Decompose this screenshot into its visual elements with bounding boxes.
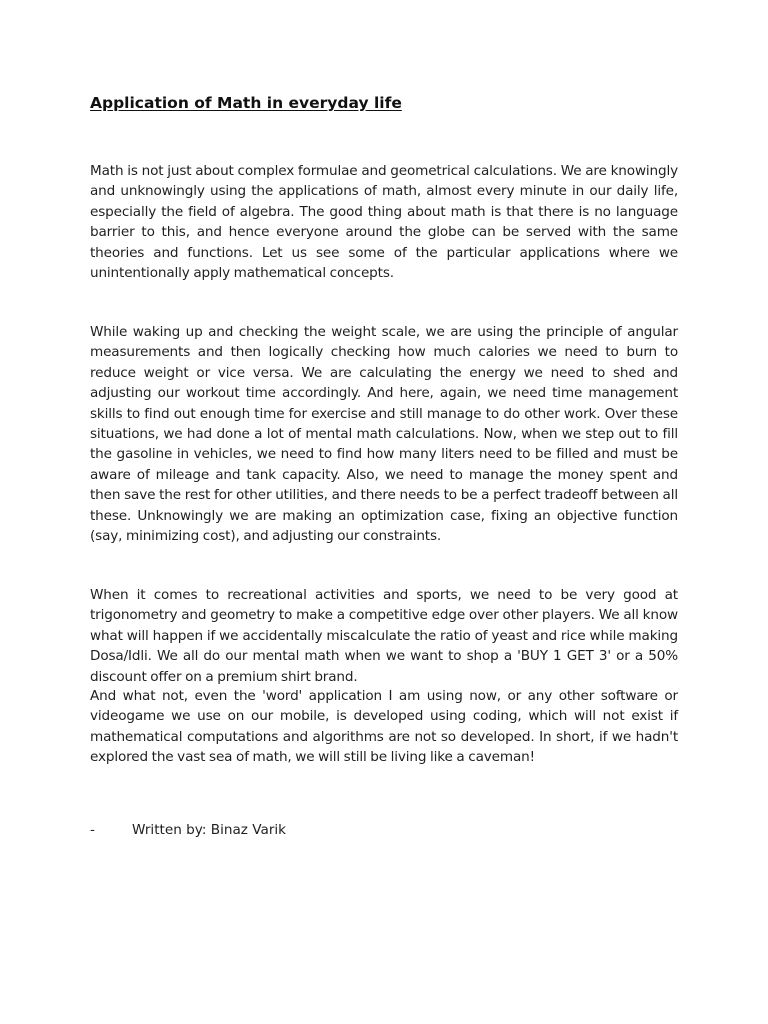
paragraph-intro: Math is not just about complex formulae and geometrical calculations. We are knowingly and unknowingly using the applications of math, almost every minute in our daily life, especially the field of algebra. The good thing about math is that there is no language barrier to this, and hence everyone around the globe can be served with the same theories and functions. Let us see some of the particular applications where we unintentionally apply mathematical concepts. — [90, 163, 678, 282]
byline-dash: - — [90, 822, 95, 838]
document-title: Application of Math in everyday life — [90, 94, 402, 112]
paragraph-recreation: When it comes to recreational activities and sports, we need to be very good at trigonometry and geometry to make a competitive edge over other players. We all know what will happen if we accidentally miscalculate the ratio of yeast and rice while making Dosa/Idli. We all do our mental math when we want to shop a 'BUY 1 GET 3' or a 50% discount offer on a premium shirt brand. — [90, 587, 678, 685]
byline-author: Written by: Binaz Varik — [132, 822, 287, 838]
paragraph-software: And what not, even the 'word' application I am using now, or any other software or videogame we use on our mobile, is developed using coding, which will not exist if mathematical computations and algorithms are not so developed. In short, if we hadn't explored the vast sea of math, we will still be living like a caveman! — [90, 688, 678, 766]
paragraph-daily-routine: While waking up and checking the weight scale, we are using the principle of angular measurements and then logically checking how much calories we need to burn to reduce weight or vice versa. We are calculating the energy we need to shed and adjusting our workout time accordingly. And here, again, we need time management skills to find out enough time for exercise and still manage to do other work. Over these situations, we had done a lot of mental math calculations. Now, when we step out to fill the gasoline in vehicles, we need to find how many liters need to be filled and must be aware of mileage and tank capacity. Also, we need to manage the money spent and then save the rest for other utilities, and there needs to be a perfect tradeoff between all these. Unknowingly we are making an optimization case, fixing an objective function (say, minimizing cost), and adjusting our constraints. — [90, 324, 678, 545]
byline — [90, 820, 286, 840]
